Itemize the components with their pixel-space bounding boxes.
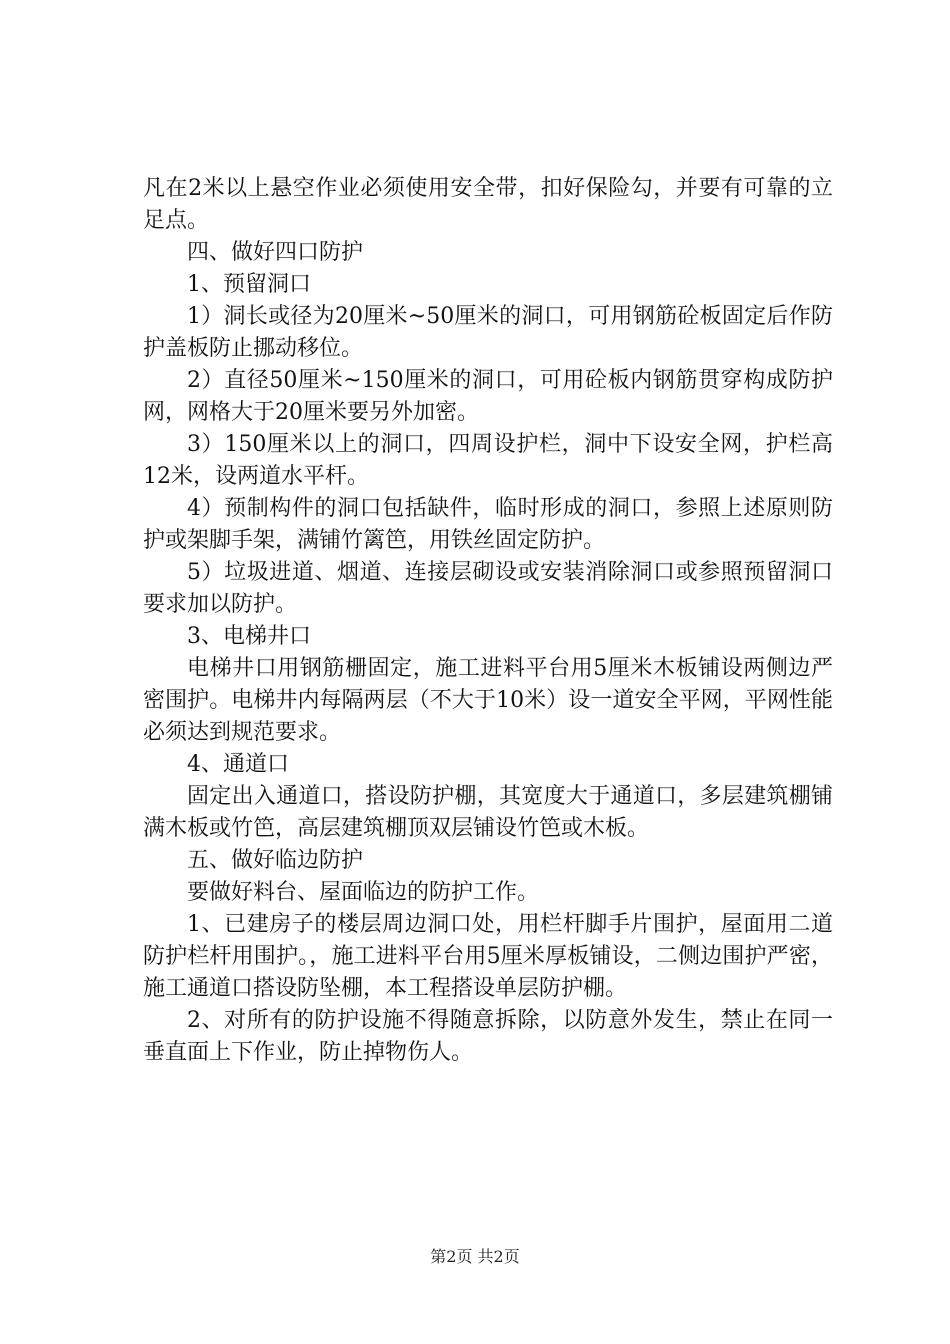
paragraph-safety-belt: 凡在2米以上悬空作业必须使用安全带，扣好保险勾，并要有可靠的立足点。 — [143, 176, 833, 233]
paragraph-item-4: 4）预制构件的洞口包括缺件，临时形成的洞口，参照上述原则防护或架脚手架，满铺竹篱笆，用铁丝固定防护。 — [143, 496, 833, 553]
paragraph-edge-item-1: 1、已建房子的楼层周边洞口处，用栏杆脚手片围护，屋面用二道防护栏杆用围护。，施工进料平台用5厘米厚板铺设，二侧边围护严密，施工通道口搭设防坠棚，本工程搭设单层防护棚。 — [143, 912, 833, 1001]
paragraph-edge-intro: 要做好料台、屋面临边的防护工作。 — [187, 880, 540, 905]
paragraph-item-1: 1）洞长或径为20厘米~50厘米的洞口，可用钢筋砼板固定后作防护盖板防止挪动移位。 — [143, 304, 833, 361]
subheading-passage: 4、通道口 — [187, 752, 289, 777]
document-body — [143, 173, 833, 1069]
section-heading-edge-protection: 五、做好临边防护 — [187, 848, 364, 873]
subheading-elevator-shaft: 3、电梯井口 — [187, 624, 311, 649]
subheading-reserved-openings: 1、预留洞口 — [187, 272, 311, 297]
paragraph-item-3: 3）150厘米以上的洞口，四周设护栏，洞中下设安全网，护栏高12米，设两道水平杆。 — [143, 432, 833, 489]
section-heading-four-openings: 四、做好四口防护 — [187, 240, 364, 265]
paragraph-edge-item-2: 2、对所有的防护设施不得随意拆除，以防意外发生，禁止在同一垂直面上下作业，防止掉物伤人。 — [143, 1008, 833, 1065]
page-number-footer: 第2页 共2页 — [430, 1247, 520, 1266]
paragraph-passage: 固定出入通道口，搭设防护棚，其宽度大于通道口，多层建筑棚铺满木板或竹笆，高层建筑棚顶双层铺设竹笆或木板。 — [143, 784, 833, 841]
paragraph-elevator-shaft: 电梯井口用钢筋栅固定，施工进料平台用5厘米木板铺设两侧边严密围护。电梯井内每隔两层（不大于10米）设一道安全平网，平网性能必须达到规范要求。 — [143, 656, 833, 745]
paragraph-item-2: 2）直径50厘米~150厘米的洞口，可用砼板内钢筋贯穿构成防护网，网格大于20厘米要另外加密。 — [143, 368, 833, 425]
paragraph-item-5: 5）垃圾进道、烟道、连接层砌设或安装消除洞口或参照预留洞口要求加以防护。 — [143, 560, 833, 617]
